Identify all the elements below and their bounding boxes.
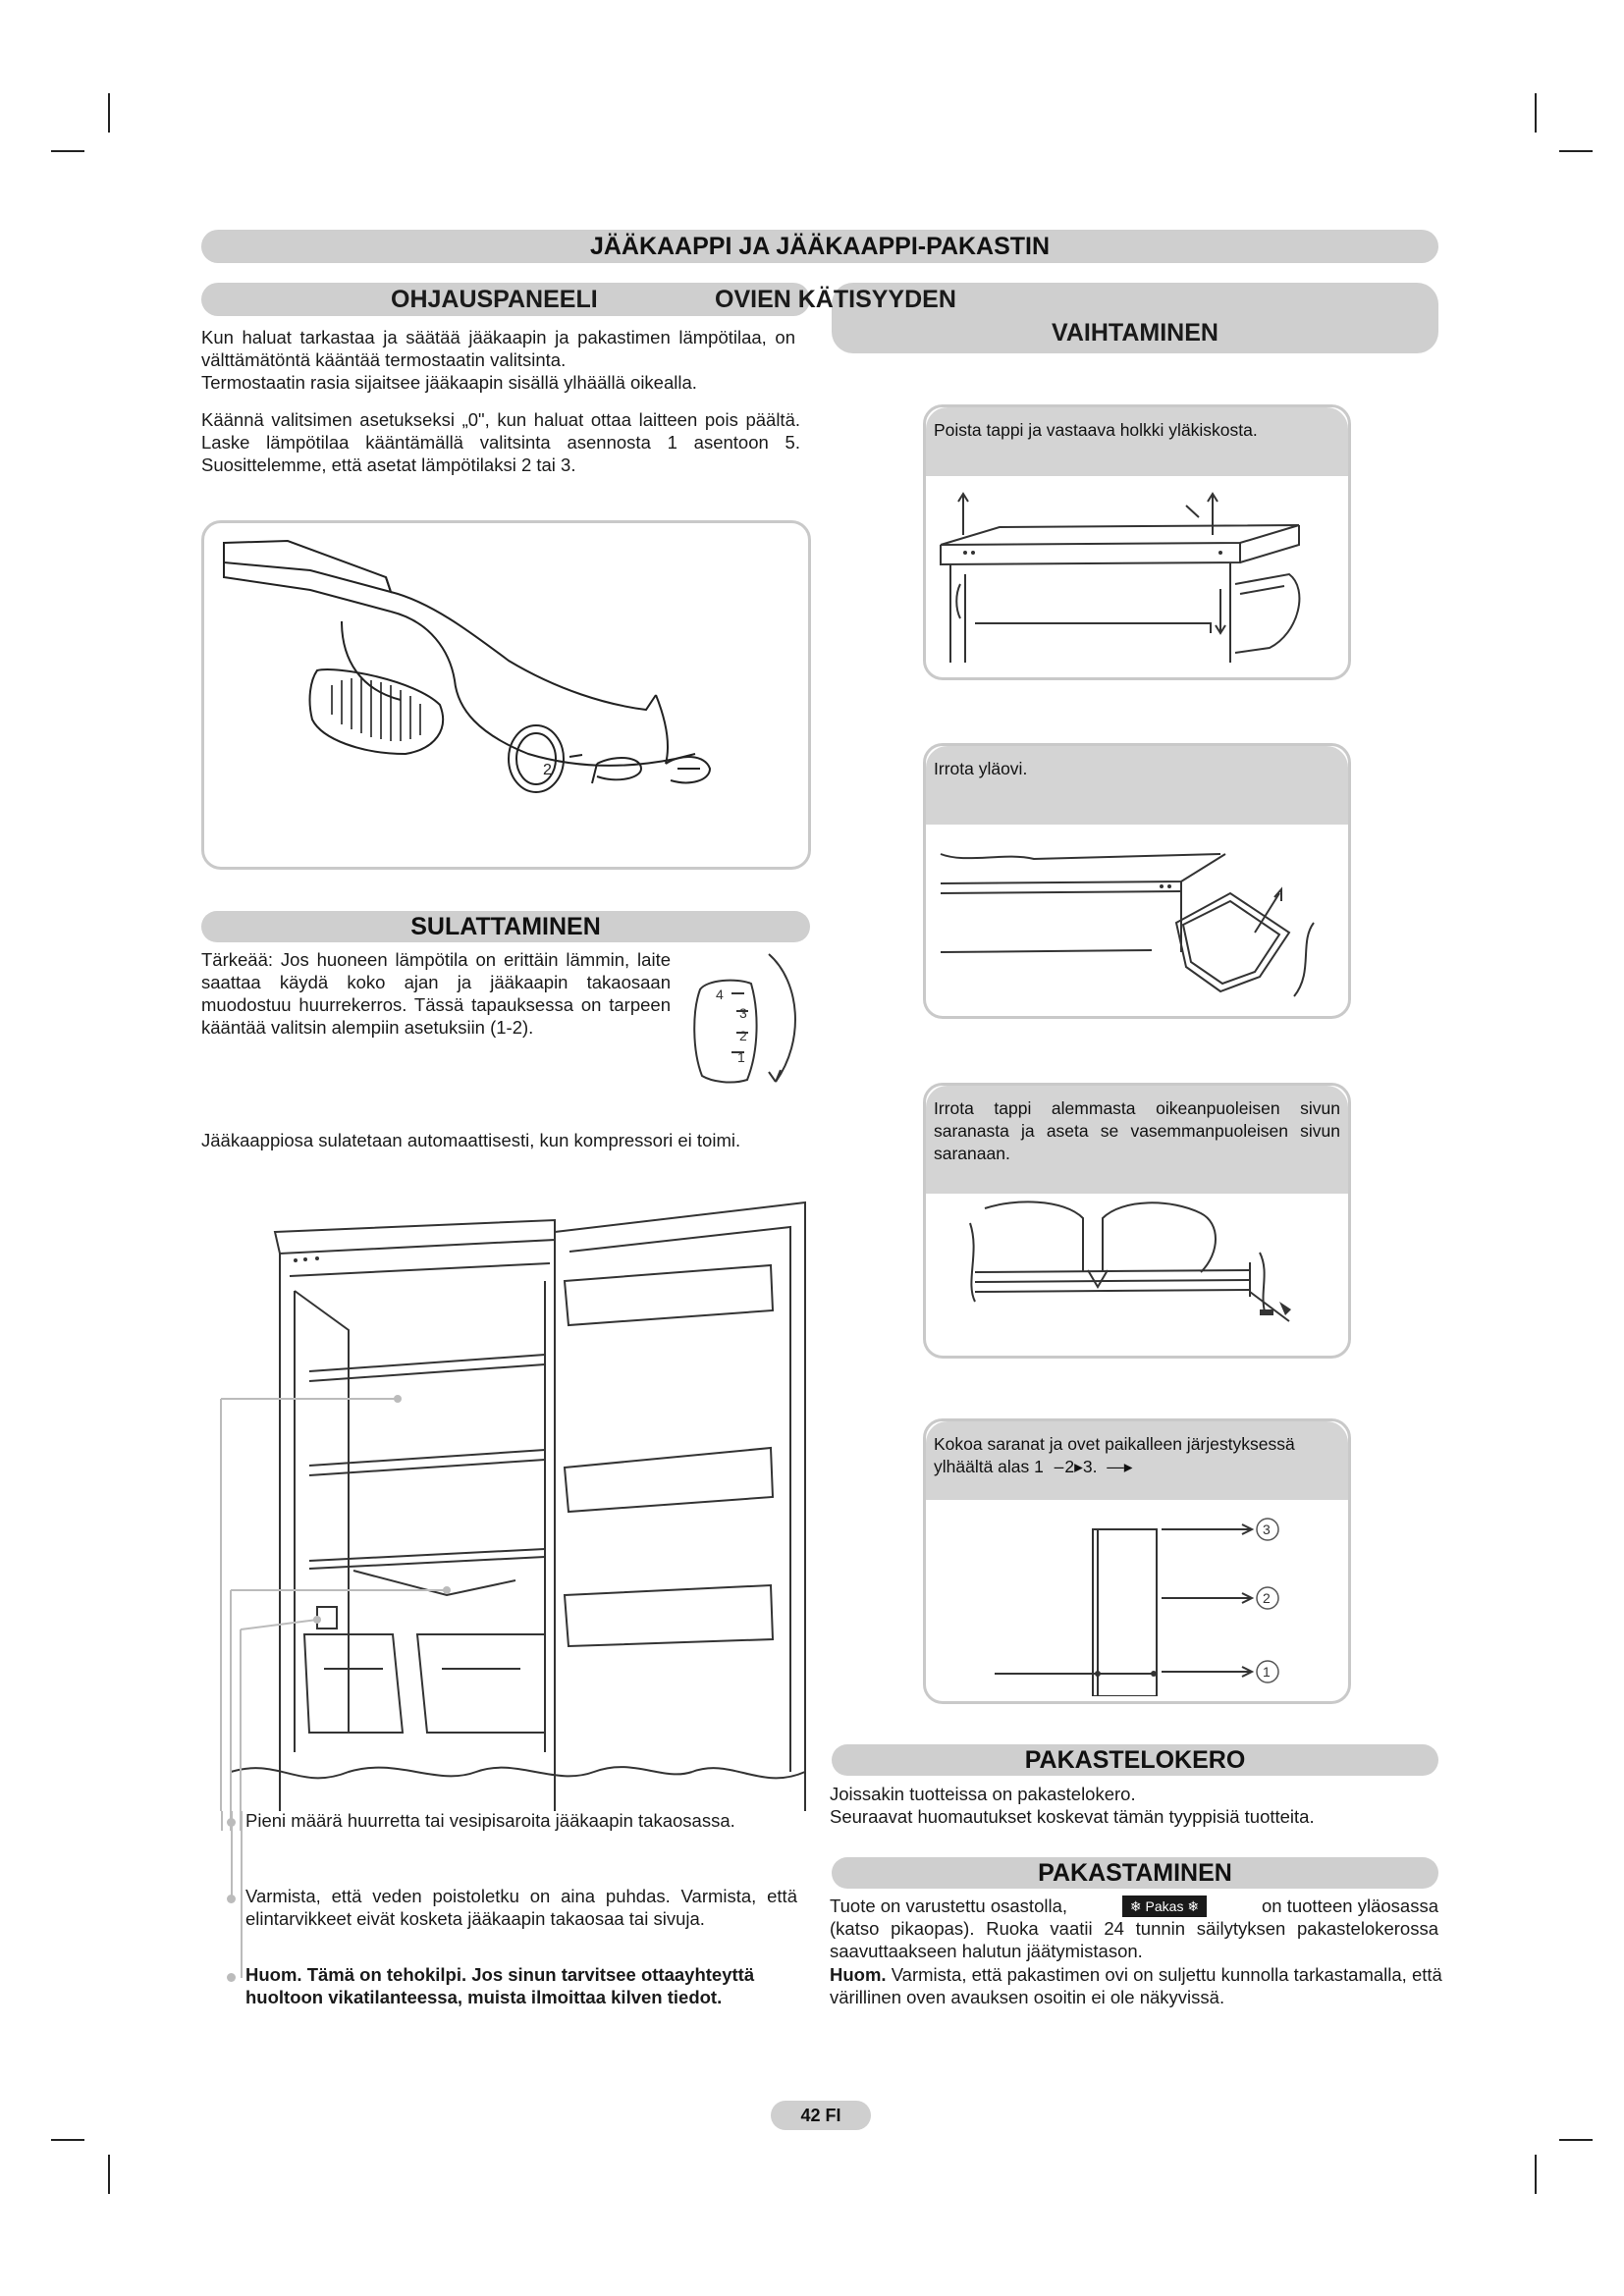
freezing-title: PAKASTAMINEN <box>832 1857 1438 1889</box>
setting-dial-figure <box>682 942 805 1090</box>
marker-1: 1 <box>1263 1664 1271 1680</box>
leader-line <box>221 1811 223 1831</box>
dial-number-1: 1 <box>737 1049 745 1065</box>
freezer-compartment-para2: Seuraavat huomautukset koskevat tämän tyyppisiä tuotteita. <box>830 1806 1315 1827</box>
step-4-caption: Kokoa saranat ja ovet paikalleen järjestyksessä ylhäältä alas 1 –2▸3. —▸ <box>926 1421 1348 1500</box>
control-panel-para2: Termostaatin rasia sijaitsee jääkaapin sisällä ylhäällä oikealla. <box>201 372 697 393</box>
crop-mark <box>108 93 110 133</box>
step-2-box <box>923 743 1351 1019</box>
freezer-icon: ❄ Pakas ❄ <box>1122 1896 1207 1917</box>
step-1-caption: Poista tappi ja vastaava holkki yläkiskosta. <box>926 407 1348 476</box>
bullet-dot <box>227 1895 236 1903</box>
marker-3: 3 <box>1263 1522 1271 1537</box>
step-2-caption: Irrota yläovi. <box>926 746 1348 825</box>
defrost-note-rating-plate: Huom. Tämä on tehokilpi. Jos sinun tarvitsee ottaayhteyttä huoltoon vikatilanteessa, muista ilmoittaa kilven tiedot. <box>245 1964 755 2007</box>
freezer-compartment-para1: Joissakin tuotteissa on pakastelokero. <box>830 1784 1136 1804</box>
freezing-note: Huom. Varmista, että pakastimen ovi on suljettu kunnolla tarkastamalla, että värillinen oven avauksen osoitin ei ole näkyvissä. <box>830 1964 1442 2007</box>
step-4-box <box>923 1418 1351 1704</box>
page-number: 42 FI <box>771 2101 871 2130</box>
leader-line <box>241 1811 243 1978</box>
dial-number-4: 4 <box>716 987 724 1002</box>
crop-mark <box>51 2139 84 2141</box>
crop-mark <box>1559 2139 1593 2141</box>
door-reversal-title-line2: VAIHTAMINEN <box>1052 319 1218 347</box>
step-1-box <box>923 404 1351 680</box>
crop-mark <box>108 2155 110 2194</box>
door-reversal-title-line1: OVIEN KÄTISYYDEN <box>715 286 956 313</box>
dial-number: 2 <box>543 762 552 778</box>
defrosting-para1: Tärkeää: Jos huoneen lämpötila on erittäin lämmin, laite saattaa käydä koko ajan ja jääkaapin takaosaan muodostuu huurrekerros. Tässä tapauksessa on tarpeen kääntää valitsin alempiin asetuksiin (1-2). <box>201 949 671 1038</box>
crop-mark <box>1535 2155 1537 2194</box>
thermostat-figure <box>201 520 811 870</box>
control-panel-title: OHJAUSPANEELI <box>391 286 598 313</box>
crop-mark <box>1559 150 1593 152</box>
main-title: JÄÄKAAPPI JA JÄÄKAAPPI-PAKASTIN <box>201 230 1438 263</box>
defrosting-para2: Jääkaappiosa sulatetaan automaattisesti, kun kompressori ei toimi. <box>201 1130 741 1150</box>
dial-number-3: 3 <box>739 1005 747 1021</box>
control-panel-para1: Kun haluat tarkastaa ja säätää jääkaapin ja pakastimen lämpötilaa, on välttämätöntä kääntää termostaatin valitsinta. <box>201 327 795 370</box>
defrosting-title: SULATTAMINEN <box>201 911 810 942</box>
freezing-line1: Tuote on varustettu osastolla, ❄ Pakas ❄ on tuotteen yläosassa <box>830 1896 1438 1916</box>
defrost-note-frost: Pieni määrä huurretta tai vesipisaroita jääkaapin takaosassa. <box>245 1810 735 1831</box>
step-3-box <box>923 1083 1351 1359</box>
control-panel-para3: Käännä valitsimen asetukseksi „0", kun haluat ottaa laitteen pois päältä. Laske lämpötilaa kääntämällä valitsinta asennosta 1 asentoon 5. Suosittelemme, että asetat lämpötilaksi 2 tai 3. <box>201 409 800 475</box>
fridge-interior-figure <box>201 1183 830 1831</box>
bullet-dot <box>227 1818 236 1827</box>
freezer-compartment-title: PAKASTELOKERO <box>832 1744 1438 1776</box>
crop-mark <box>51 150 84 152</box>
defrost-note-drain: Varmista, että veden poistoletku on aina puhdas. Varmista, että elintarvikkeet eivät kosketa jääkaapin takaosaa tai sivuja. <box>245 1886 797 1929</box>
crop-mark <box>1535 93 1537 133</box>
dial-number-2: 2 <box>739 1028 747 1043</box>
step-3-caption: Irrota tappi alemmasta oikeanpuoleisen sivun saranasta ja aseta se vasemmanpuoleisen sivun saranaan. <box>926 1086 1348 1194</box>
marker-2: 2 <box>1263 1590 1271 1606</box>
freezing-line2: (katso pikaopas). Ruoka vaatii 24 tunnin säilytyksen pakastelokerossa saavuttaakseen halutun jäätymistason. <box>830 1918 1438 1961</box>
bullet-dot <box>227 1973 236 1982</box>
